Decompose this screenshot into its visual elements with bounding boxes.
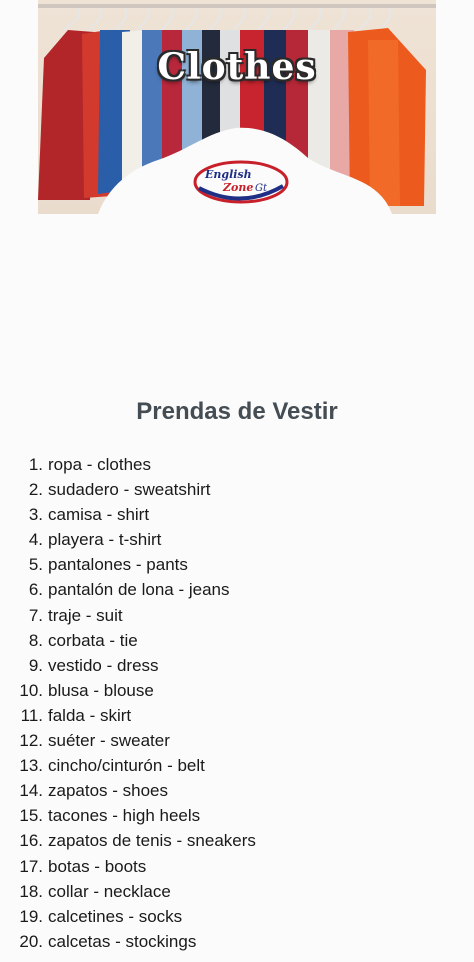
vocab-item <box>0 452 474 477</box>
vocab-item <box>0 753 474 778</box>
vocab-item-text: zapatos - shoes <box>48 781 169 801</box>
vocab-item-number: 5. <box>28 555 43 575</box>
vocab-item-number: 18. <box>19 881 43 901</box>
vocab-item <box>0 678 474 703</box>
vocab-item <box>0 828 474 853</box>
vocab-item <box>0 527 474 552</box>
vocab-item-number: 15. <box>19 806 43 826</box>
vocab-item-text: collar - necklace <box>48 881 171 901</box>
vocab-item-text: blusa - blouse <box>48 680 154 700</box>
vocab-item-number: 3. <box>28 505 43 525</box>
vocab-item-text: calcetines - socks <box>48 906 183 926</box>
vocab-item-number: 17. <box>19 856 43 876</box>
vocab-item <box>0 879 474 904</box>
vocab-item-number: 14. <box>19 781 43 801</box>
vocab-item-text: botas - boots <box>48 856 147 876</box>
vocab-item-text: calcetas - stockings <box>48 931 197 951</box>
vocab-item-text: ropa - clothes <box>48 455 151 474</box>
vocab-item-number: 19. <box>19 906 43 926</box>
vocab-item-number: 6. <box>28 580 43 600</box>
vocab-item <box>0 628 474 653</box>
vocabulary-list <box>0 452 474 954</box>
vocab-item <box>0 854 474 879</box>
vocab-item-text: cincho/cinturón - belt <box>48 756 205 776</box>
vocab-item-text: tacones - high heels <box>48 806 201 826</box>
vocab-item <box>0 703 474 728</box>
vocab-item <box>0 728 474 753</box>
vocab-item <box>0 803 474 828</box>
vocab-item-text: pantalón de lona - jeans <box>48 580 230 600</box>
vocab-item-number: 9. <box>28 655 43 675</box>
vocab-item <box>0 502 474 527</box>
vocab-item-number: 12. <box>19 731 43 751</box>
vocab-item-number: 2. <box>28 480 43 500</box>
section-title: Prendas de Vestir <box>136 398 338 425</box>
vocab-item-text: playera - t-shirt <box>48 530 162 550</box>
vocab-item <box>0 778 474 803</box>
vocab-item <box>0 577 474 602</box>
vocab-item-text: pantalones - pants <box>48 555 188 575</box>
vocab-item-text: vestido - dress <box>48 655 159 675</box>
vocab-item <box>0 929 474 954</box>
vocab-item <box>0 552 474 577</box>
english-zone-gt-logo <box>193 158 289 206</box>
vocab-item-number: 1. <box>28 455 43 474</box>
vocab-item <box>0 653 474 678</box>
svg-text:Gt: Gt <box>255 183 268 194</box>
vocab-item-text: suéter - sweater <box>48 731 170 751</box>
hero-banner-image <box>38 0 436 214</box>
vocab-item <box>0 477 474 502</box>
vocab-item <box>0 904 474 929</box>
vocab-item <box>0 603 474 628</box>
vocab-item-text: corbata - tie <box>48 630 138 650</box>
vocab-item-text: sudadero - sweatshirt <box>48 480 211 500</box>
vocab-item-number: 20. <box>19 931 43 951</box>
vocab-item-number: 10. <box>19 680 43 700</box>
svg-text:English: English <box>205 168 252 181</box>
vocab-item-text: camisa - shirt <box>48 505 150 525</box>
vocab-item-text: traje - suit <box>48 605 123 625</box>
hero-title: Clothes <box>157 46 317 88</box>
vocab-item-number: 4. <box>28 530 43 550</box>
vocab-item-number: 13. <box>19 756 43 776</box>
vocab-item-number: 16. <box>19 831 43 851</box>
vocab-item-number: 11. <box>20 705 43 725</box>
vocab-item-number: 7. <box>28 605 43 625</box>
vocab-item-text: zapatos de tenis - sneakers <box>48 831 256 851</box>
svg-text:Zone: Zone <box>223 181 254 194</box>
vocab-item-number: 8. <box>28 630 43 650</box>
vocab-item-text: falda - skirt <box>48 705 132 725</box>
